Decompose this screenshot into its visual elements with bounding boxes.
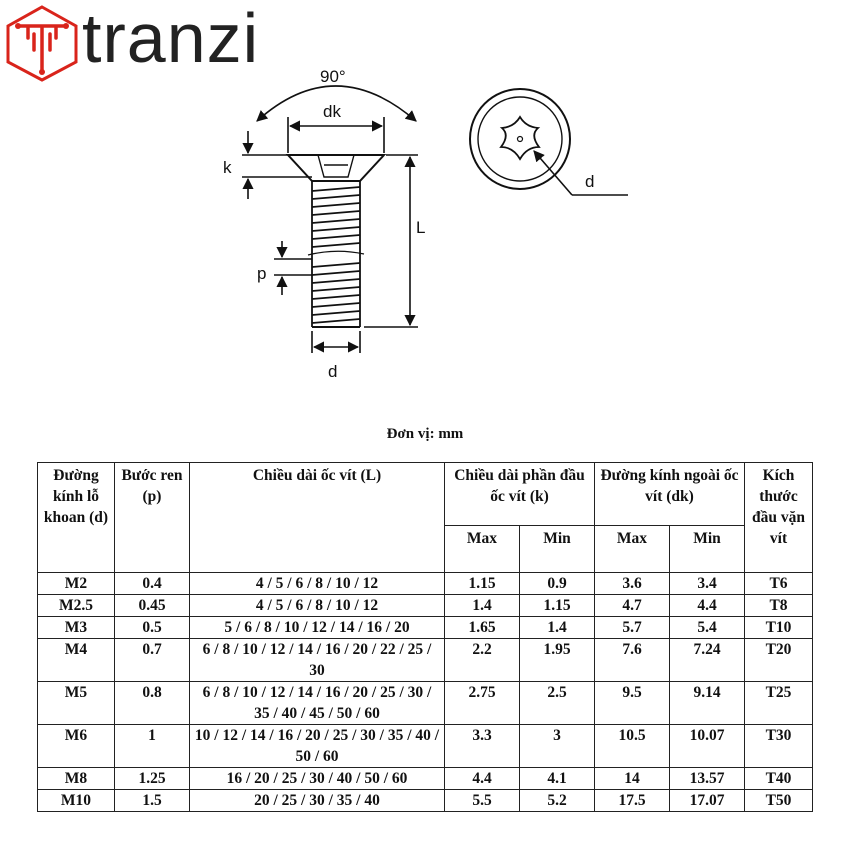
cell-length: 10 / 12 / 14 / 16 / 20 / 25 / 30 / 35 / 40 / 50 / 60 <box>190 725 445 768</box>
table-row <box>38 639 813 682</box>
header-dk-max: Max <box>595 526 670 573</box>
cell-k-max: 2.2 <box>445 639 520 682</box>
cell-length: 5 / 6 / 8 / 10 / 12 / 14 / 16 / 20 <box>190 617 445 639</box>
table-row <box>38 573 813 595</box>
cell-k-max: 5.5 <box>445 790 520 812</box>
cell-k-min: 0.9 <box>520 573 595 595</box>
header-k-min: Min <box>520 526 595 573</box>
p-label: p <box>257 264 267 283</box>
cell-k-min: 5.2 <box>520 790 595 812</box>
cell-k-min: 1.4 <box>520 617 595 639</box>
cell-dk-min: 10.07 <box>670 725 745 768</box>
screw-drawing <box>200 55 640 395</box>
unit-label: Đơn vị: mm <box>386 426 464 442</box>
cell-dk-min: 4.4 <box>670 595 745 617</box>
cell-d: M6 <box>38 725 115 768</box>
cell-p: 0.7 <box>115 639 190 682</box>
l-label: L <box>416 218 426 237</box>
table-row <box>38 768 813 790</box>
cell-length: 6 / 8 / 10 / 12 / 14 / 16 / 20 / 25 / 30 / 35 / 40 / 45 / 50 / 60 <box>190 682 445 725</box>
table-row <box>38 595 813 617</box>
cell-d: M3 <box>38 617 115 639</box>
cell-d: M2 <box>38 573 115 595</box>
cell-drive: T6 <box>745 573 813 595</box>
cell-k-max: 1.4 <box>445 595 520 617</box>
cell-drive: T8 <box>745 595 813 617</box>
cell-dk-min: 9.14 <box>670 682 745 725</box>
dk-label: dk <box>323 102 341 121</box>
cell-d: M4 <box>38 639 115 682</box>
cell-k-max: 1.15 <box>445 573 520 595</box>
table-row <box>38 682 813 725</box>
cell-p: 0.8 <box>115 682 190 725</box>
cell-k-max: 1.65 <box>445 617 520 639</box>
screw-top-view <box>470 89 628 195</box>
header-k-max: Max <box>445 526 520 573</box>
cell-dk-max: 3.6 <box>595 573 670 595</box>
cell-drive: T30 <box>745 725 813 768</box>
cell-d: M10 <box>38 790 115 812</box>
d-top-label: d <box>585 172 595 191</box>
header-diameter: Đường kính lỗ khoan (d) <box>38 463 115 573</box>
header-drive: Kích thước đầu vặn vít <box>745 463 813 573</box>
header-head-height: Chiều dài phần đầu ốc vít (k) <box>445 463 595 526</box>
cell-drive: T20 <box>745 639 813 682</box>
cell-k-min: 2.5 <box>520 682 595 725</box>
cell-d: M5 <box>38 682 115 725</box>
cell-length: 16 / 20 / 25 / 30 / 40 / 50 / 60 <box>190 768 445 790</box>
header-head-diameter: Đường kính ngoài ốc vít (dk) <box>595 463 745 526</box>
cell-drive: T25 <box>745 682 813 725</box>
angle-label: 90° <box>320 67 346 86</box>
cell-k-max: 2.75 <box>445 682 520 725</box>
cell-length: 20 / 25 / 30 / 35 / 40 <box>190 790 445 812</box>
cell-k-max: 3.3 <box>445 725 520 768</box>
cell-p: 0.4 <box>115 573 190 595</box>
spec-table <box>37 462 813 812</box>
cell-dk-max: 5.7 <box>595 617 670 639</box>
cell-dk-min: 3.4 <box>670 573 745 595</box>
cell-dk-max: 14 <box>595 768 670 790</box>
header-pitch: Bước ren (p) <box>115 463 190 573</box>
screw-thread <box>308 181 364 327</box>
cell-dk-min: 5.4 <box>670 617 745 639</box>
cell-dk-max: 4.7 <box>595 595 670 617</box>
k-label: k <box>223 158 232 177</box>
cell-dk-max: 17.5 <box>595 790 670 812</box>
cell-length: 4 / 5 / 6 / 8 / 10 / 12 <box>190 573 445 595</box>
cell-k-min: 4.1 <box>520 768 595 790</box>
cell-dk-max: 7.6 <box>595 639 670 682</box>
cell-length: 4 / 5 / 6 / 8 / 10 / 12 <box>190 595 445 617</box>
cell-drive: T50 <box>745 790 813 812</box>
cell-k-min: 1.15 <box>520 595 595 617</box>
cell-d: M2.5 <box>38 595 115 617</box>
cell-p: 1 <box>115 725 190 768</box>
cell-drive: T10 <box>745 617 813 639</box>
cell-dk-min: 13.57 <box>670 768 745 790</box>
header-dk-min: Min <box>670 526 745 573</box>
table-row <box>38 617 813 639</box>
cell-length: 6 / 8 / 10 / 12 / 14 / 16 / 20 / 22 / 25 / 30 <box>190 639 445 682</box>
cell-p: 1.25 <box>115 768 190 790</box>
cell-d: M8 <box>38 768 115 790</box>
tranzi-logo-icon <box>4 4 80 82</box>
cell-p: 1.5 <box>115 790 190 812</box>
torx-drive-icon <box>501 117 539 159</box>
cell-dk-max: 9.5 <box>595 682 670 725</box>
cell-dk-min: 7.24 <box>670 639 745 682</box>
table-row <box>38 725 813 768</box>
cell-p: 0.5 <box>115 617 190 639</box>
cell-k-min: 1.95 <box>520 639 595 682</box>
cell-p: 0.45 <box>115 595 190 617</box>
cell-dk-min: 17.07 <box>670 790 745 812</box>
brand-name: tranzi <box>82 0 260 77</box>
d-bottom-label: d <box>328 362 338 381</box>
cell-dk-max: 10.5 <box>595 725 670 768</box>
cell-k-max: 4.4 <box>445 768 520 790</box>
cell-drive: T40 <box>745 768 813 790</box>
header-length: Chiều dài ốc vít (L) <box>190 463 445 573</box>
table-row <box>38 790 813 812</box>
cell-k-min: 3 <box>520 725 595 768</box>
